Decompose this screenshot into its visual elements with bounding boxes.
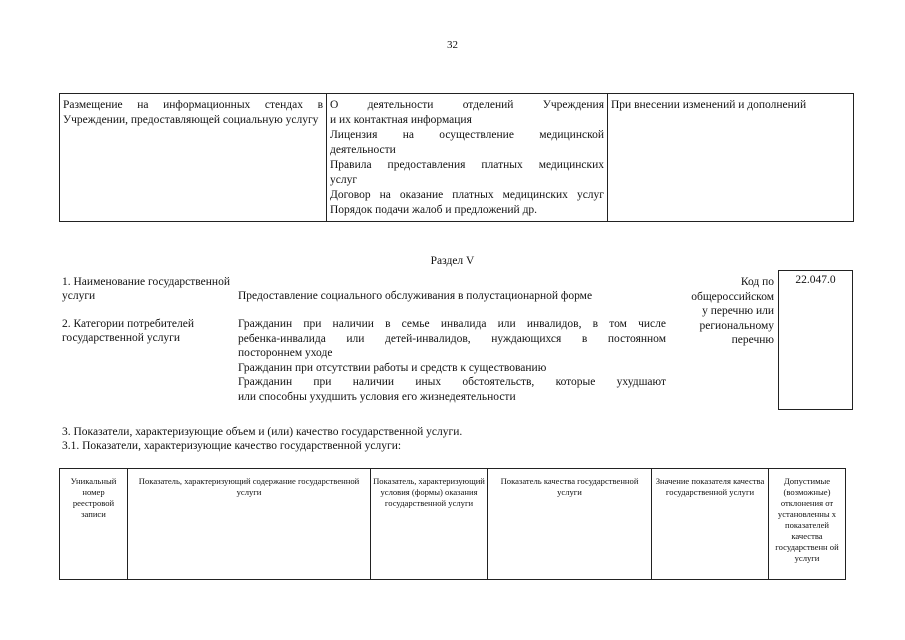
quality-indicators-table (59, 468, 846, 580)
information-line: Договор на оказание платных медицинских услуг (330, 189, 604, 201)
information-line: Лицензия на осуществление медицинской (330, 129, 604, 141)
quality-indicators-heading: 3.1. Показатели, характеризующие качество государственной услуги: (62, 440, 402, 452)
service-name-label: 1. Наименование государственной услуги (62, 276, 230, 302)
section-title: Раздел V (430, 255, 475, 267)
information-line: Правила предоставления платных медицинских (330, 159, 604, 171)
registry-code-value: 22.047.0 (795, 274, 836, 286)
registry-code-label-line: у перечню или (702, 305, 774, 317)
information-line: и их контактная информация (330, 114, 472, 126)
information-line: Порядок подачи жалоб и предложений др. (330, 204, 538, 216)
registry-code-box (778, 270, 853, 410)
information-content-cell (327, 94, 608, 221)
consumer-category-line: постороннем уходе (238, 347, 333, 359)
consumer-category-line: ребенка-инвалида или детей-инвалидов, нуждающихся в постоянном (238, 332, 666, 345)
consumer-category-line: Гражданин при отсутствии работы и средств к существованию (238, 361, 547, 374)
registry-code-label (662, 275, 774, 348)
registry-code-label-line: перечню (731, 334, 774, 346)
consumer-category-line: Гражданин при наличии иных обстоятельств, которые ухудшают (238, 376, 666, 388)
registry-code-label-line: общероссийском (691, 290, 774, 303)
registry-code-label-line: Код по (740, 276, 774, 288)
consumer-categories-label: 2. Категории потребителей государственной услуги (62, 318, 194, 344)
information-line: деятельности (330, 144, 396, 156)
header-quality-indicator: Показатель качества государственной услуги (488, 469, 652, 579)
consumer-category-line: Гражданин при наличии в семье инвалида или инвалидов, в том числе (238, 318, 666, 330)
placement-method-cell: Размещение на информационных стендах в Учреждении, предоставляющей социальную услугу (60, 94, 327, 221)
header-allowed-deviation: Допустимые (возможные) отклонения от установленны х показателей качества государственн ой услуги (775, 476, 839, 563)
header-conditions-indicator: Показатель, характеризующий условия (формы) оказания государственной услуги (371, 469, 488, 579)
service-name-value: Предоставление социального обслуживания в полустационарной форме (238, 290, 593, 302)
update-frequency-cell: При внесении изменений и дополнений (611, 99, 807, 111)
indicators-heading: 3. Показатели, характеризующие объем и (или) качество государственной услуги. (62, 426, 463, 438)
consumer-categories-list (238, 317, 666, 404)
header-indicator-value: Значение показателя качества государственной услуги (652, 469, 769, 579)
consumer-category-line: или способны ухудшить условия его жизнедеятельности (238, 390, 516, 403)
information-line: услуг (330, 174, 358, 186)
header-registry-number: Уникальный номер реестровой записи (60, 469, 128, 579)
publication-info-table (59, 93, 854, 222)
page-number: 32 (447, 39, 458, 51)
registry-code-label-line: региональному (699, 319, 774, 332)
header-content-indicator: Показатель, характеризующий содержание государственной услуги (128, 469, 371, 579)
information-line: О деятельности отделений Учреждения (330, 99, 604, 111)
